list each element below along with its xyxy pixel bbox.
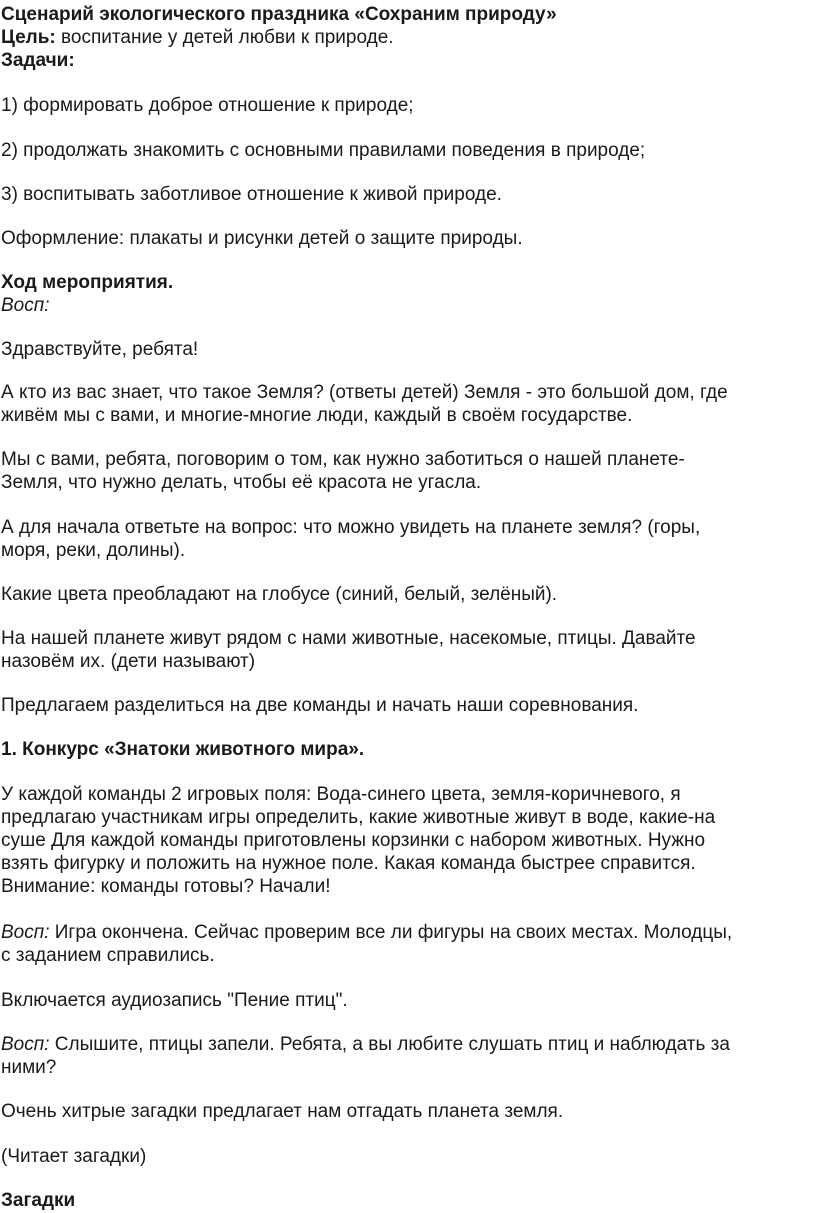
text-line: А для начала ответьте на вопрос: что можно увидеть на планете земля? (горы, bbox=[1, 517, 701, 538]
speech-text: Игра окончена. Сейчас проверим все ли фигуры на своих местах. Молодцы, bbox=[49, 922, 733, 943]
contest-end bbox=[1, 921, 732, 967]
task-item: 3) воспитывать заботливое отношение к живой природе. bbox=[1, 184, 502, 205]
decoration-text: Оформление: плакаты и рисунки детей о защите природы. bbox=[1, 228, 523, 249]
goal-label: Цель: bbox=[1, 27, 56, 48]
text-line: У каждой команды 2 игровых поля: Вода-синего цвета, земля-коричневого, я bbox=[1, 784, 681, 805]
colors-text: Какие цвета преобладают на глобусе (синий, белый, зелёный). bbox=[1, 584, 558, 605]
text-line: А кто из вас знает, что такое Земля? (ответы детей) Земля - это большой дом, где bbox=[1, 382, 728, 403]
text-line: назовём их. (дети называют) bbox=[1, 651, 256, 672]
speaker-label: Восп: bbox=[1, 295, 50, 316]
text-line: взять фигурку и положить на нужное поле. Какая команда быстрее справится. bbox=[1, 853, 696, 874]
text-line bbox=[1, 921, 732, 944]
text-line: ними? bbox=[1, 1057, 57, 1078]
text-line: Мы с вами, ребята, поговорим о том, как нужно заботиться о нашей планете- bbox=[1, 449, 685, 470]
paragraph-earth bbox=[1, 381, 728, 427]
text-line: живём мы с вами, и многие-многие люди, каждый в своём государстве. bbox=[1, 405, 633, 426]
speaker-label: Восп: bbox=[1, 922, 50, 943]
text-line: На нашей планете живут рядом с нами животные, насекомые, птицы. Давайте bbox=[1, 628, 696, 649]
task-item: 1) формировать доброе отношение к природе; bbox=[1, 95, 414, 116]
riddles-heading: Загадки bbox=[1, 1190, 76, 1211]
paragraph-talk bbox=[1, 448, 685, 494]
title-block bbox=[1, 3, 557, 72]
text-line bbox=[1, 1033, 730, 1056]
greeting-text: Здравствуйте, ребята! bbox=[1, 339, 199, 360]
tasks-heading: Задачи: bbox=[1, 50, 75, 71]
text-line: суше Для каждой команды приготовлены корзинки с набором животных. Нужно bbox=[1, 830, 706, 851]
birds-block bbox=[1, 1033, 730, 1079]
audio-text: Включается аудиозапись "Пение птиц". bbox=[1, 990, 348, 1011]
paragraph-see bbox=[1, 516, 700, 562]
speaker-label: Восп: bbox=[1, 1034, 50, 1055]
task-item: 2) продолжать знакомить с основными правилами поведения в природе; bbox=[1, 140, 646, 161]
text-line: Земля, что нужно делать, чтобы её красота не угасла. bbox=[1, 472, 482, 493]
text-line: предлагаю участникам игры определить, какие животные живут в воде, какие-на bbox=[1, 807, 716, 828]
text-line: моря, реки, долины). bbox=[1, 540, 186, 561]
reads-note: (Читает загадки) bbox=[1, 1146, 147, 1167]
paragraph-animals bbox=[1, 627, 696, 673]
contest-heading: 1. Конкурс «Знатоки животного мира». bbox=[1, 739, 365, 760]
text-line: с заданием справились. bbox=[1, 945, 215, 966]
event-heading: Ход мероприятия. bbox=[1, 272, 174, 293]
event-block bbox=[1, 271, 173, 317]
goal-line bbox=[1, 26, 557, 49]
speech-text: Слышите, птицы запели. Ребята, а вы любите слушать птиц и наблюдать за bbox=[49, 1034, 730, 1055]
text-line: Внимание: команды готовы? Начали! bbox=[1, 876, 331, 897]
teams-text: Предлагаем разделиться на две команды и начать наши соревнования. bbox=[1, 695, 639, 716]
document-title: Сценарий экологического праздника «Сохраним природу» bbox=[1, 4, 557, 25]
riddles-intro: Очень хитрые загадки предлагает нам отгадать планета земля. bbox=[1, 1101, 564, 1122]
goal-text: воспитание у детей любви к природе. bbox=[55, 27, 394, 48]
contest-rules bbox=[1, 783, 715, 898]
